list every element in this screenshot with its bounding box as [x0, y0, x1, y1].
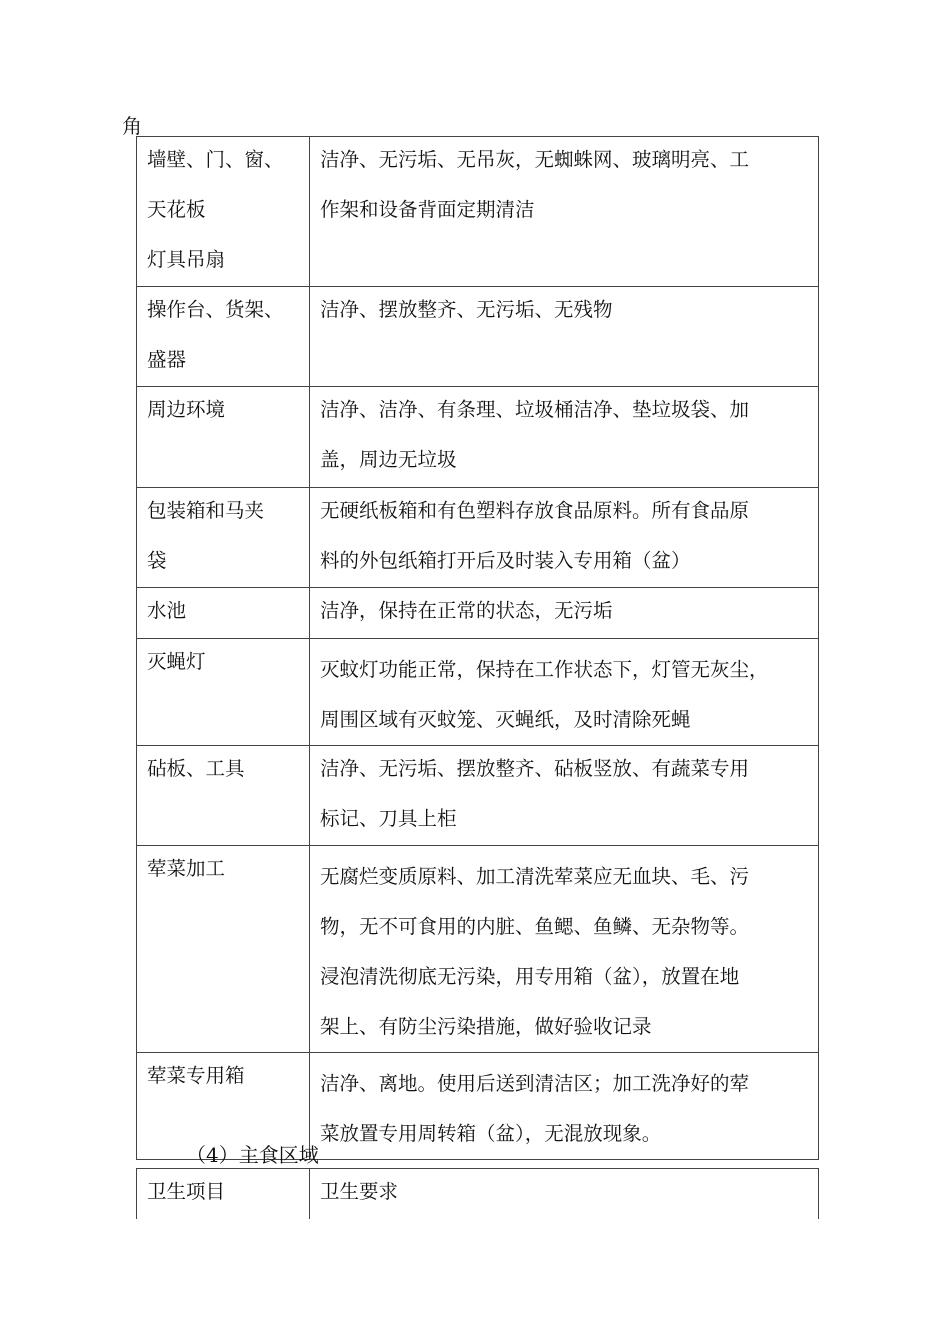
item-text: 周边环境	[147, 398, 226, 421]
item-text: 水池	[147, 599, 187, 622]
requirement-cell	[310, 1053, 819, 1160]
item-text: 操作台、货架、 盛器	[147, 298, 284, 371]
item-cell	[137, 846, 310, 1053]
requirement-text: 无硬纸板箱和有色塑料存放食品原料。所有食品原 料的外包纸箱打开后及时装入专用箱（盆）	[320, 499, 750, 572]
table-row	[137, 287, 819, 387]
requirement-cell	[310, 746, 819, 846]
item-cell	[137, 746, 310, 846]
requirement-cell	[310, 137, 819, 287]
requirement-cell	[310, 639, 819, 746]
item-text: 荤菜加工	[147, 857, 226, 880]
requirement-cell	[310, 588, 819, 639]
requirement-cell	[310, 488, 819, 588]
header-requirement: 卫生要求	[320, 1180, 399, 1203]
requirement-text: 灭蚊灯功能正常，保持在工作状态下，灯管无灰尘， 周围区域有灭蚊笼、灭蝇纸，及时清除死蝇	[320, 658, 769, 731]
table-row	[137, 488, 819, 588]
item-text: 荤菜专用箱	[147, 1064, 245, 1087]
header-item: 卫生项目	[147, 1180, 226, 1203]
header-item-cell	[137, 1169, 310, 1220]
item-cell	[137, 588, 310, 639]
item-cell	[137, 287, 310, 387]
table-row	[137, 639, 819, 746]
requirement-text: 洁净、离地。使用后送到清洁区；加工洗净好的荤 菜放置专用周转箱（盆），无混放现象。	[320, 1072, 750, 1145]
staple-food-table	[136, 1168, 819, 1219]
section-heading: （4）主食区域	[186, 1143, 319, 1167]
requirement-text: 无腐烂变质原料、加工清洗荤菜应无血块、毛、污 物，无不可食用的内脏、鱼鳃、鱼鳞、无杂物等。 浸泡清洗彻底无污染，用专用箱（盆），放置在地 架上、有防尘污染措施，做好验收记录	[320, 865, 750, 1038]
requirement-text: 洁净、无污垢、无吊灰，无蜘蛛网、玻璃明亮、工 作架和设备背面定期清洁	[320, 148, 750, 221]
item-text: 砧板、工具	[147, 757, 245, 780]
item-text: 灭蝇灯	[147, 650, 206, 673]
table-row	[137, 588, 819, 639]
corner-text: 角	[122, 114, 142, 138]
header-requirement-cell	[310, 1169, 819, 1220]
requirement-text: 洁净、摆放整齐、无污垢、无残物	[320, 298, 613, 321]
item-cell	[137, 387, 310, 488]
table-header-row	[137, 1169, 819, 1220]
requirement-cell	[310, 287, 819, 387]
item-text: 包装箱和马夹 袋	[147, 499, 265, 572]
table-row	[137, 137, 819, 287]
item-cell	[137, 639, 310, 746]
item-cell	[137, 137, 310, 287]
item-text: 墙壁、门、窗、 天花板 灯具吊扇	[147, 148, 284, 271]
requirement-text: 洁净，保持在正常的状态，无污垢	[320, 599, 613, 622]
requirement-cell	[310, 387, 819, 488]
requirement-text: 洁净、洁净、有条理、垃圾桶洁净、垫垃圾袋、加 盖，周边无垃圾	[320, 398, 750, 471]
table-row	[137, 846, 819, 1053]
table-row	[137, 746, 819, 846]
requirement-text: 洁净、无污垢、摆放整齐、砧板竖放、有蔬菜专用 标记、刀具上柜	[320, 757, 750, 830]
hygiene-table	[136, 136, 819, 1160]
requirement-cell	[310, 846, 819, 1053]
table-row	[137, 387, 819, 488]
item-cell	[137, 488, 310, 588]
